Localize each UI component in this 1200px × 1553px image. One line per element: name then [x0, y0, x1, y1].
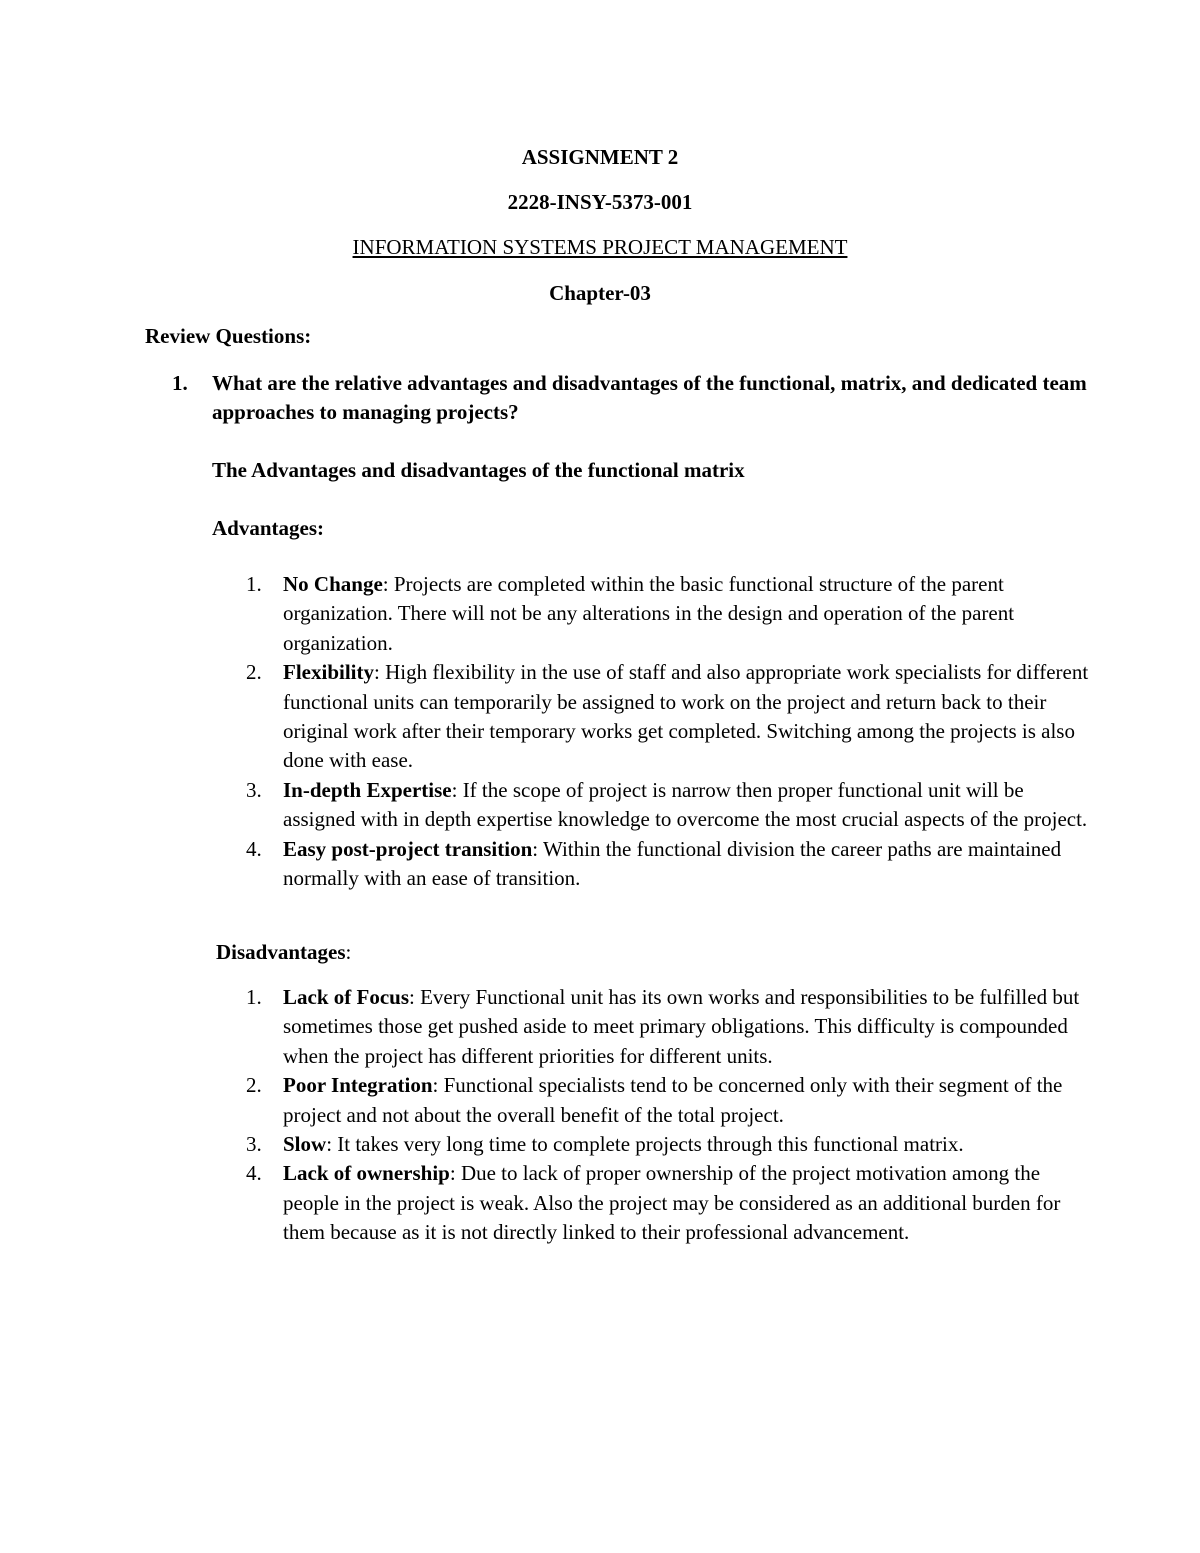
disadvantages-list: [240, 983, 1100, 1248]
review-questions-heading: Review Questions:: [145, 324, 312, 348]
list-item-number: 2.: [246, 1073, 262, 1098]
course-code: 2228-INSY-5373-001: [507, 190, 693, 214]
list-item-text: : High flexibility in the use of staff and also appropriate work specialists for different functional units can temporarily be assigned to work on the project and return back to their original work after their temporary works get completed. Switching among the projects is also done with ease.: [283, 660, 1089, 773]
list-item-term: Lack of Focus: [283, 985, 409, 1009]
chapter-label: Chapter-03: [549, 281, 651, 305]
list-item: [240, 835, 1100, 894]
advantages-heading: Advantages:: [212, 516, 325, 540]
disadvantages-heading-text: Disadvantages: [216, 940, 346, 964]
list-item: [240, 983, 1100, 1071]
question-text: What are the relative advantages and disadvantages of the functional, matrix, and dedicated team approaches to managing projects?: [212, 371, 1087, 424]
list-item-term: No Change: [283, 572, 383, 596]
list-item-text: : It takes very long time to complete projects through this functional matrix.: [326, 1132, 964, 1157]
list-item-text: : If the scope of project is narrow then proper functional unit will be assigned with in depth expertise knowledge to overcome the most crucial aspects of the project.: [283, 777, 1088, 832]
section-heading: The Advantages and disadvantages of the functional matrix: [212, 458, 745, 482]
list-item: [240, 1159, 1100, 1247]
list-item-text: : Due to lack of proper ownership of the project motivation among the people in the project is weak. Also the project may be considered as an additional burden for them because as it is not directly linked to their professional advancement.: [283, 1161, 1061, 1245]
list-item-number: 2.: [246, 660, 262, 685]
list-item-term: Easy post-project transition: [283, 836, 533, 861]
course-name: [0, 235, 1200, 259]
list-item-text: : Every Functional unit has its own works and responsibilities to be fulfilled but sometimes those get pushed aside to meet primary obligations. This difficulty is compounded when the project has different priorities for different units.: [283, 985, 1080, 1068]
list-item-number: 4.: [246, 836, 262, 861]
list-item-number: 1.: [246, 985, 262, 1009]
list-item: [240, 1071, 1100, 1130]
list-item: [240, 658, 1100, 776]
assignment-title: ASSIGNMENT 2: [521, 145, 679, 169]
list-item: [240, 570, 1100, 658]
list-item: [240, 776, 1100, 835]
list-item-text: : Functional specialists tend to be concerned only with their segment of the project and not about the overall benefit of the total project.: [283, 1073, 1063, 1127]
course-name-text: INFORMATION SYSTEMS PROJECT MANAGEMENT: [352, 235, 848, 259]
list-item-term: Flexibility: [283, 660, 374, 685]
list-item-term: Poor Integration: [283, 1073, 433, 1098]
list-item-text: : Within the functional division the career paths are maintained normally with an ease of transition.: [283, 836, 1062, 891]
list-item-number: 1.: [246, 572, 262, 596]
disadvantages-heading: [216, 940, 351, 964]
list-item-number: 4.: [246, 1161, 262, 1186]
list-item-number: 3.: [246, 777, 262, 802]
disadvantages-heading-colon: :: [345, 940, 352, 964]
list-item-number: 3.: [246, 1132, 262, 1157]
question-number: 1.: [172, 371, 188, 395]
list-item-term: Lack of ownership: [283, 1161, 450, 1186]
list-item: [240, 1130, 1100, 1159]
list-item-term: In-depth Expertise: [283, 777, 452, 802]
advantages-list: [240, 570, 1100, 893]
list-item-text: : Projects are completed within the basic functional structure of the parent organization. There will not be any alterations in the design and operation of the parent organization.: [283, 572, 1015, 655]
list-item-term: Slow: [283, 1132, 327, 1157]
